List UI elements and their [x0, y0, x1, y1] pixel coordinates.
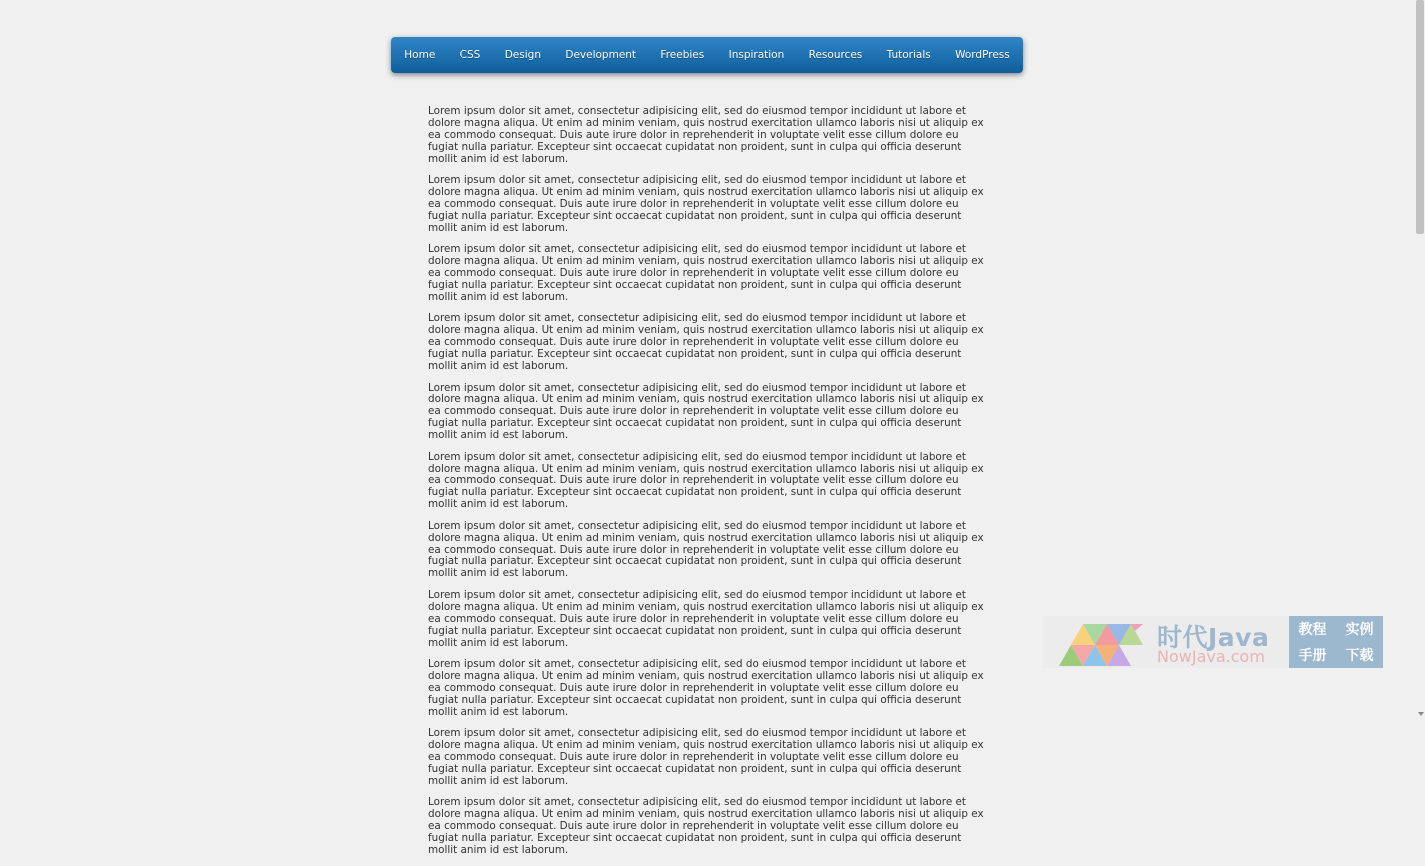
paragraph: Lorem ipsum dolor sit amet, consectetur adipisicing elit, sed do eiusmod tempor incididunt ut labore et dolore magna aliqua. Ut enim ad minim veniam, quis nostrud exercitation ullamco laboris nisi ut aliquip ex ea commodo consequat. Duis aute irure dolor in reprehenderit in voluptate velit esse cillum dolore eu fugiat nulla pariatur. Excepteur sint occaecat cupidatat non proident, sunt in culpa qui officia deserunt mollit anim id est laborum. — [428, 796, 984, 856]
paragraph: Lorem ipsum dolor sit amet, consectetur adipisicing elit, sed do eiusmod tempor incididunt ut labore et dolore magna aliqua. Ut enim ad minim veniam, quis nostrud exercitation ullamco laboris nisi ut aliquip ex ea commodo consequat. Duis aute irure dolor in reprehenderit in voluptate velit esse cillum dolore eu fugiat nulla pariatur. Excepteur sint occaecat cupidatat non proident, sunt in culpa qui officia deserunt mollit anim id est laborum. — [428, 519, 984, 580]
paragraph: Lorem ipsum dolor sit amet, consectetur adipisicing elit, sed do eiusmod tempor incididunt ut labore et dolore magna aliqua. Ut enim ad minim veniam, quis nostrud exercitation ullamco laboris nisi ut aliquip ex ea commodo consequat. Duis aute irure dolor in reprehenderit in voluptate velit esse cillum dolore eu fugiat nulla pariatur. Excepteur sint occaecat cupidatat non proident, sunt in culpa qui officia deserunt mollit anim id est laborum. — [428, 105, 984, 165]
watermark-link-download[interactable]: 下载 — [1345, 648, 1374, 664]
watermark-link-example[interactable]: 实例 — [1345, 622, 1374, 638]
scroll-down-arrow-icon[interactable] — [1418, 712, 1424, 716]
nav-item-design[interactable]: Design — [504, 49, 541, 61]
nav-item-wordpress[interactable]: WordPress — [955, 49, 1010, 61]
watermark-link-manual[interactable]: 手册 — [1298, 648, 1327, 664]
paragraph: Lorem ipsum dolor sit amet, consectetur adipisicing elit, sed do eiusmod tempor incididunt ut labore et dolore magna aliqua. Ut enim ad minim veniam, quis nostrud exercitation ullamco laboris nisi ut aliquip ex ea commodo consequat. Duis aute irure dolor in reprehenderit in voluptate velit esse cillum dolore eu fugiat nulla pariatur. Excepteur sint occaecat cupidatat non proident, sunt in culpa qui officia deserunt mollit anim id est laborum. — [428, 174, 984, 234]
watermark-links — [1289, 616, 1383, 668]
triangle-logo-icon — [1059, 620, 1151, 666]
nav-item-resources[interactable]: Resources — [808, 49, 863, 61]
vertical-scrollbar[interactable] — [1415, 0, 1425, 718]
nav-item-home[interactable]: Home — [404, 49, 436, 61]
scrollbar-thumb[interactable] — [1416, 0, 1424, 234]
watermark-link-tutorial[interactable]: 教程 — [1298, 622, 1327, 638]
paragraph: Lorem ipsum dolor sit amet, consectetur adipisicing elit, sed do eiusmod tempor incididunt ut labore et dolore magna aliqua. Ut enim ad minim veniam, quis nostrud exercitation ullamco laboris nisi ut aliquip ex ea commodo consequat. Duis aute irure dolor in reprehenderit in voluptate velit esse cillum dolore eu fugiat nulla pariatur. Excepteur sint occaecat cupidatat non proident, sunt in culpa qui officia deserunt mollit anim id est laborum. — [428, 727, 984, 787]
main-navigation — [391, 37, 1023, 73]
paragraph: Lorem ipsum dolor sit amet, consectetur adipisicing elit, sed do eiusmod tempor incididunt ut labore et dolore magna aliqua. Ut enim ad minim veniam, quis nostrud exercitation ullamco laboris nisi ut aliquip ex ea commodo consequat. Duis aute irure dolor in reprehenderit in voluptate velit esse cillum dolore eu fugiat nulla pariatur. Excepteur sint occaecat cupidatat non proident, sunt in culpa qui officia deserunt mollit anim id est laborum. — [428, 658, 984, 718]
paragraph: Lorem ipsum dolor sit amet, consectetur adipisicing elit, sed do eiusmod tempor incididunt ut labore et dolore magna aliqua. Ut enim ad minim veniam, quis nostrud exercitation ullamco laboris nisi ut aliquip ex ea commodo consequat. Duis aute irure dolor in reprehenderit in voluptate velit esse cillum dolore eu fugiat nulla pariatur. Excepteur sint occaecat cupidatat non proident, sunt in culpa qui officia deserunt mollit anim id est laborum. — [428, 312, 984, 372]
nav-item-tutorials[interactable]: Tutorials — [886, 49, 931, 61]
watermark-brand — [1043, 616, 1289, 668]
paragraph: Lorem ipsum dolor sit amet, consectetur adipisicing elit, sed do eiusmod tempor incididunt ut labore et dolore magna aliqua. Ut enim ad minim veniam, quis nostrud exercitation ullamco laboris nisi ut aliquip ex ea commodo consequat. Duis aute irure dolor in reprehenderit in voluptate velit esse cillum dolore eu fugiat nulla pariatur. Excepteur sint occaecat cupidatat non proident, sunt in culpa qui officia deserunt mollit anim id est laborum. — [428, 243, 984, 303]
nav-item-css[interactable]: CSS — [459, 49, 481, 61]
watermark-site-url: NowJava.com — [1157, 647, 1265, 666]
nav-item-inspiration[interactable]: Inspiration — [728, 49, 785, 61]
nav-item-development[interactable]: Development — [565, 49, 637, 61]
paragraph: Lorem ipsum dolor sit amet, consectetur adipisicing elit, sed do eiusmod tempor incididunt ut labore et dolore magna aliqua. Ut enim ad minim veniam, quis nostrud exercitation ullamco laboris nisi ut aliquip ex ea commodo consequat. Duis aute irure dolor in reprehenderit in voluptate velit esse cillum dolore eu fugiat nulla pariatur. Excepteur sint occaecat cupidatat non proident, sunt in culpa qui officia deserunt mollit anim id est laborum. — [428, 450, 984, 511]
nav-item-freebies[interactable]: Freebies — [660, 49, 705, 61]
watermark-site-name: 时代Java — [1157, 623, 1270, 652]
watermark — [1043, 616, 1383, 668]
paragraph: Lorem ipsum dolor sit amet, consectetur adipisicing elit, sed do eiusmod tempor incididunt ut labore et dolore magna aliqua. Ut enim ad minim veniam, quis nostrud exercitation ullamco laboris nisi ut aliquip ex ea commodo consequat. Duis aute irure dolor in reprehenderit in voluptate velit esse cillum dolore eu fugiat nulla pariatur. Excepteur sint occaecat cupidatat non proident, sunt in culpa qui officia deserunt mollit anim id est laborum. — [428, 381, 984, 442]
content-area — [428, 106, 988, 866]
paragraph: Lorem ipsum dolor sit amet, consectetur adipisicing elit, sed do eiusmod tempor incididunt ut labore et dolore magna aliqua. Ut enim ad minim veniam, quis nostrud exercitation ullamco laboris nisi ut aliquip ex ea commodo consequat. Duis aute irure dolor in reprehenderit in voluptate velit esse cillum dolore eu fugiat nulla pariatur. Excepteur sint occaecat cupidatat non proident, sunt in culpa qui officia deserunt mollit anim id est laborum. — [428, 588, 984, 649]
